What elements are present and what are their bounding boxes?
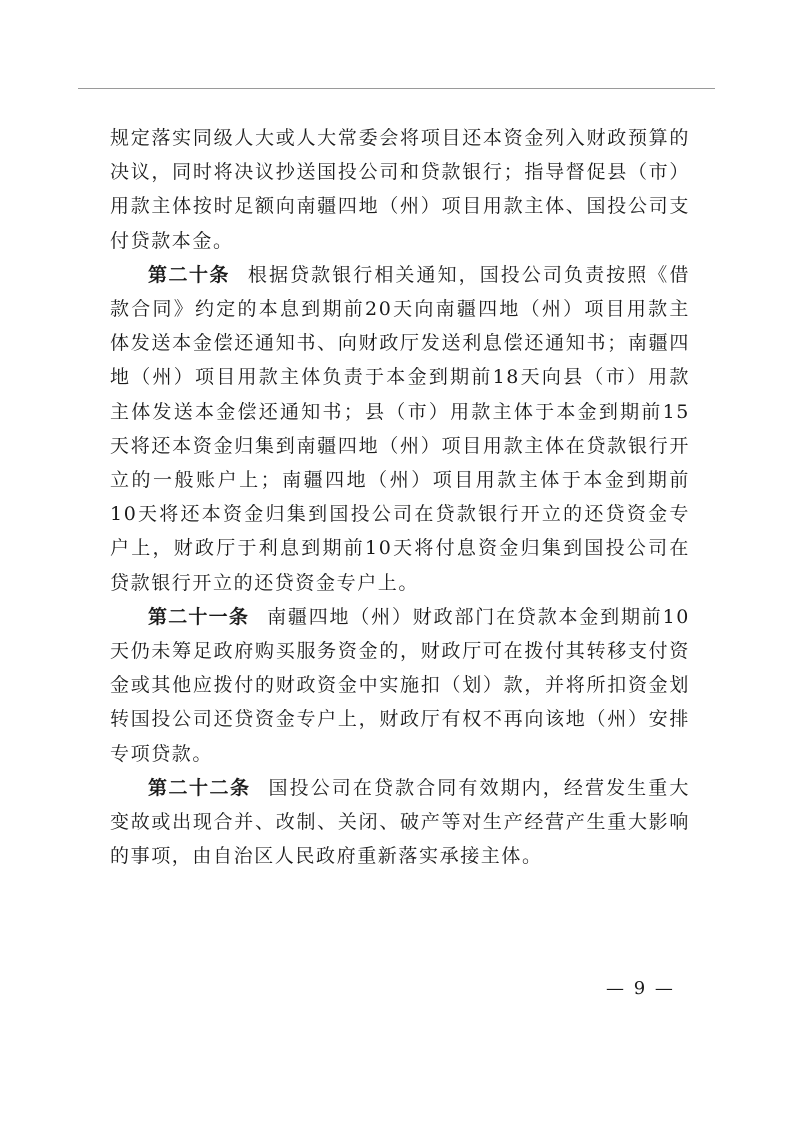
document-body — [110, 121, 690, 873]
page-number: — 9 — — [606, 978, 675, 999]
article-label: 第二十一条 — [148, 605, 250, 628]
header-divider — [78, 88, 715, 89]
article-text: 根据贷款银行相关通知，国投公司负责按照《借款合同》约定的本息到期前20天向南疆四地（州）项目用款主体发送本金偿还通知书、向财政厅发送利息偿还通知书；南疆四地（州）项目用款主体负责于本金到期前18天向县（市）用款主体发送本金偿还通知书；县（市）用款主体于本金到期前15天将还本资金归集到南疆四地（州）项目用款主体在贷款银行开立的一般账户上；南疆四地（州）项目用款主体于本金到期前10天将还本资金归集到国投公司在贷款银行开立的还贷资金专户上，财政厅于利息到期前10天将付息资金归集到国投公司在贷款银行开立的还贷资金专户上。 — [110, 263, 690, 594]
paragraph-text: 规定落实同级人大或人大常委会将项目还本资金列入财政预算的决议，同时将决议抄送国投公司和贷款银行；指导督促县（市）用款主体按时足额向南疆四地（州）项目用款主体、国投公司支付贷款本金。 — [110, 127, 690, 252]
article-text: 国投公司在贷款合同有效期内，经营发生重大变故或出现合并、改制、关闭、破产等对生产经营产生重大影响的事项，由自治区人民政府重新落实承接主体。 — [110, 776, 690, 868]
paragraph-continuation — [110, 121, 690, 258]
article-21 — [110, 600, 690, 771]
article-20 — [110, 258, 690, 600]
article-label: 第二十二条 — [148, 776, 251, 799]
article-22 — [110, 771, 690, 874]
article-text: 南疆四地（州）财政部门在贷款本金到期前10天仍未筹足政府购买服务资金的，财政厅可在拨付其转移支付资金或其他应拨付的财政资金中实施扣（划）款，并将所扣资金划转国投公司还贷资金专户上，财政厅有权不再向该地（州）安排专项贷款。 — [110, 605, 690, 765]
article-label: 第二十条 — [148, 263, 230, 286]
